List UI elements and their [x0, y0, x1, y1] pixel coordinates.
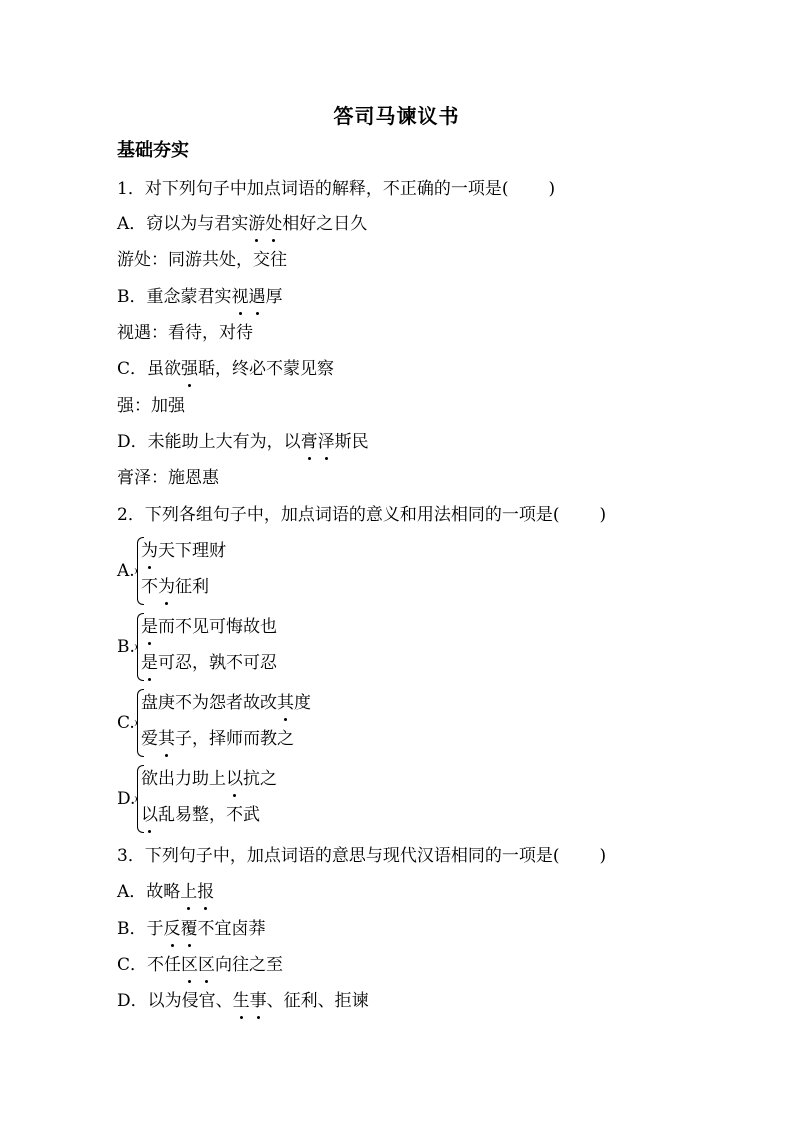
dotted-char: 以 — [226, 764, 243, 794]
q2-c-sentence-1: 盘庚不为怨者故改其度 — [141, 688, 311, 718]
dotted-char: 报 — [197, 877, 214, 907]
section-heading: 基础夯实 — [117, 140, 189, 161]
dotted-char: 是 — [141, 648, 158, 678]
q1-gloss-c: 强：加强 — [117, 396, 185, 416]
question-1-stem: 1．对下列句子中加点词语的解释，不正确的一项是( ) — [117, 179, 556, 199]
dotted-char: 膏 — [301, 427, 318, 457]
dotted-char: 是 — [141, 612, 158, 642]
question-3-stem: 3．下列句子中，加点词语的意思与现代汉语相同的一项是( ) — [117, 846, 607, 866]
q3-option-c: C．不任区区向往之至 — [117, 950, 283, 980]
dotted-char: 其 — [158, 724, 175, 754]
dotted-char: 遇 — [249, 282, 266, 312]
dotted-char: 覆 — [181, 914, 198, 944]
dotted-char: 事 — [250, 986, 267, 1016]
q3-option-b: B．于反覆不宜卤莽 — [117, 914, 266, 944]
dotted-char: 视 — [232, 282, 249, 312]
q1-gloss-d: 膏泽：施恩惠 — [117, 468, 219, 488]
dotted-char: 其 — [277, 688, 294, 718]
dotted-char: 区 — [181, 950, 198, 980]
option-letter: B. — [117, 637, 135, 657]
q3-option-a: A．故略上报 — [117, 877, 214, 907]
q1-option-c: C．虽欲强聒，终必不蒙见察 — [117, 354, 334, 384]
q1-gloss-b: 视遇：看待，对待 — [117, 323, 253, 343]
q3-option-d: D．以为侵官、生事、征利、拒谏 — [117, 986, 369, 1016]
dotted-char: 区 — [198, 950, 215, 980]
dotted-char: 强 — [181, 354, 198, 384]
q2-c-sentence-2: 爱其子，择师而教之 — [141, 724, 294, 754]
q1-gloss-a: 游处：同游共处，交往 — [117, 250, 287, 270]
q2-a-sentence-2: 不为征利 — [141, 572, 209, 602]
dotted-char: 生 — [233, 986, 250, 1016]
q1-option-a: A．窃以为与君实游处相好之日久 — [117, 209, 367, 239]
dotted-char: 游 — [248, 209, 265, 239]
q2-b-sentence-1: 是而不见可悔故也 — [141, 612, 277, 642]
option-letter: A. — [117, 561, 135, 581]
dotted-char: 为 — [141, 536, 158, 566]
question-2-stem: 2．下列各组句子中，加点词语的意义和用法相同的一项是( ) — [117, 505, 607, 525]
q2-a-sentence-1: 为天下理财 — [141, 536, 226, 566]
option-letter: D. — [117, 789, 136, 809]
dotted-char: 上 — [180, 877, 197, 907]
dotted-char: 泽 — [318, 427, 335, 457]
dotted-char: 反 — [164, 914, 181, 944]
q2-d-sentence-2: 以乱易整，不武 — [141, 800, 260, 830]
q1-option-b: B．重念蒙君实视遇厚 — [117, 282, 283, 312]
option-letter: C. — [117, 713, 135, 733]
page-title: 答司马谏议书 — [333, 104, 460, 128]
dotted-char: 为 — [158, 572, 175, 602]
dotted-char: 处 — [265, 209, 282, 239]
q2-d-sentence-1: 欲出力助上以抗之 — [141, 764, 277, 794]
q1-option-d: D．未能助上大有为，以膏泽斯民 — [117, 427, 369, 457]
q2-b-sentence-2: 是可忍，孰不可忍 — [141, 648, 277, 678]
dotted-char: 以 — [141, 800, 158, 830]
